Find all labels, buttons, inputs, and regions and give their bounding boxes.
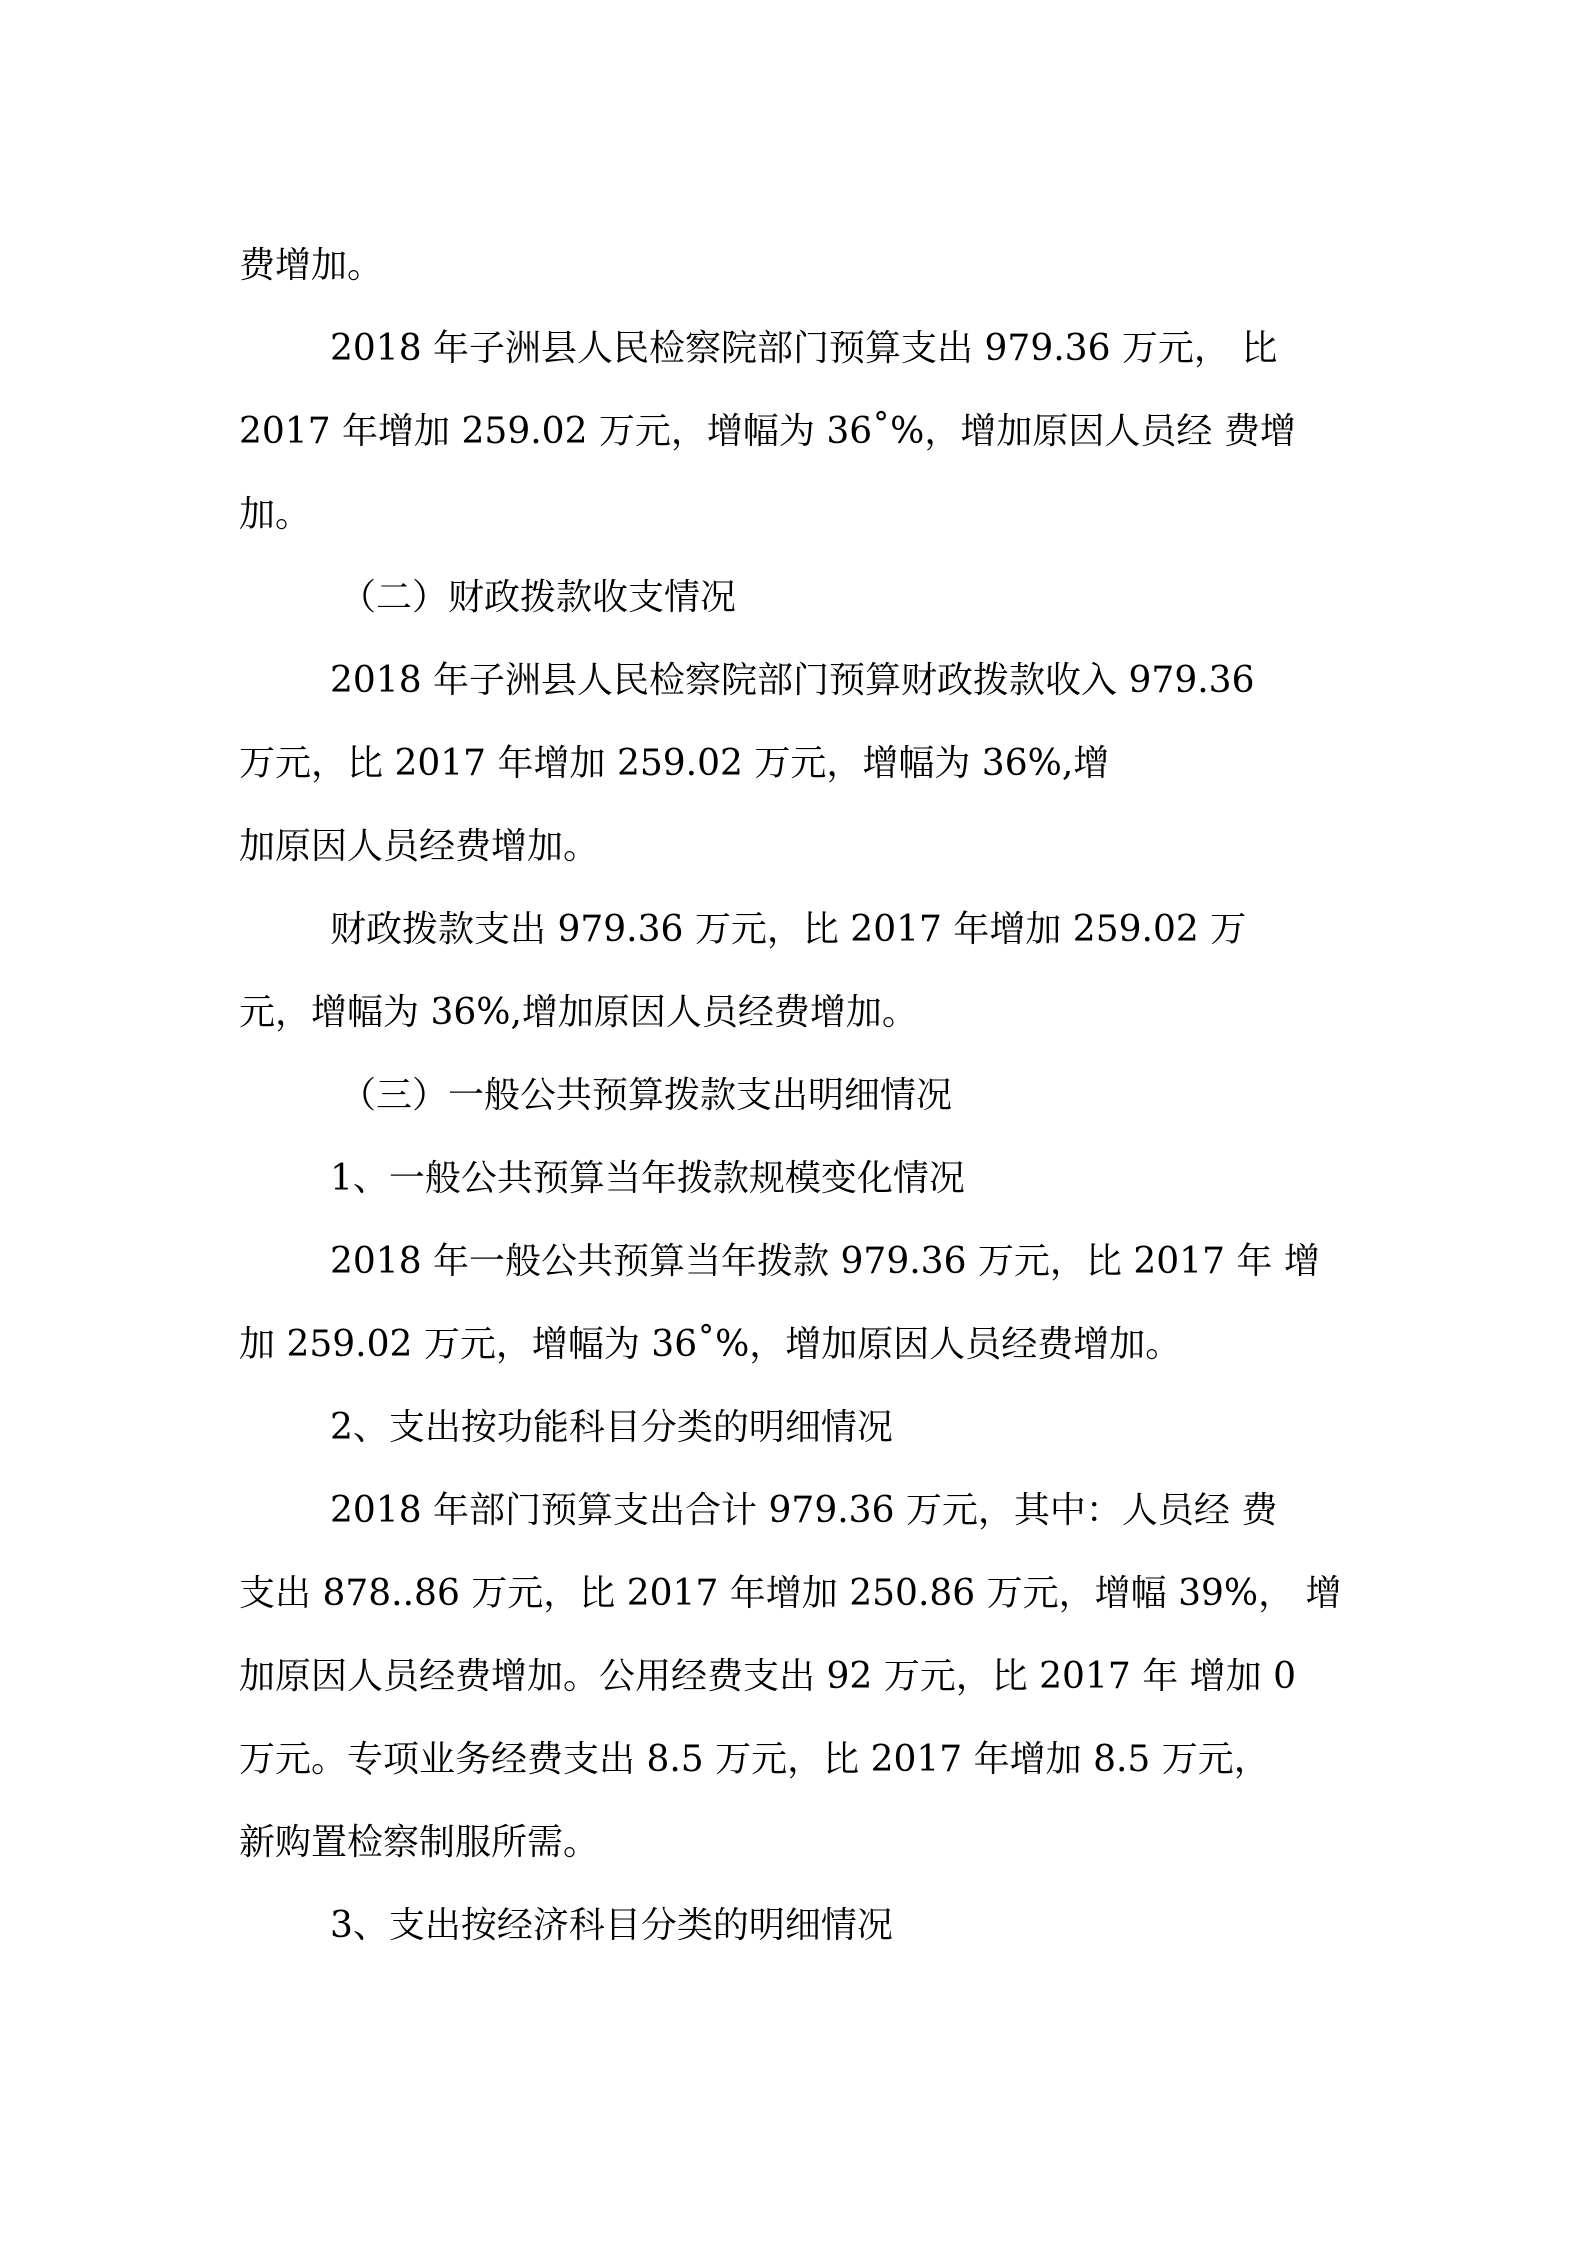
- text-line-16: 2018 年部门预算支出合计 979.36 万元，其中：人员经 费: [330, 1490, 1278, 1531]
- text-line-18: 加原因人员经费增加。公用经费支出 92 万元，比 2017 年 增加 0: [239, 1656, 1296, 1697]
- section-heading-3: （三）一般公共预算拨款支出明细情况: [340, 1075, 953, 1116]
- section-heading-2: （二）财政拨款收支情况: [340, 577, 737, 618]
- subheading-2: 2、支出按功能科目分类的明细情况: [330, 1407, 893, 1448]
- text-line-13: 2018 年一般公共预算当年拨款 979.36 万元，比 2017 年 增: [330, 1241, 1320, 1282]
- text-line-10: 元，增幅为 36%,增加原因人员经费增加。: [239, 992, 918, 1033]
- text-line-17: 支出 878..86 万元，比 2017 年增加 250.86 万元，增幅 39%， 增: [239, 1573, 1342, 1614]
- text-line-1: 费增加。: [239, 245, 384, 286]
- text-line-9: 财政拨款支出 979.36 万元，比 2017 年增加 259.02 万: [330, 909, 1247, 950]
- text-line-19: 万元。专项业务经费支出 8.5 万元，比 2017 年增加 8.5 万元，: [239, 1739, 1270, 1780]
- text-line-8: 加原因人员经费增加。: [239, 826, 600, 867]
- text-line-20: 新购置检察制服所需。: [239, 1822, 600, 1863]
- text-line-3: 2017 年增加 259.02 万元，增幅为 36˚%，增加原因人员经 费增: [239, 411, 1296, 452]
- text-line-14: 加 259.02 万元，增幅为 36˚%，增加原因人员经费增加。: [239, 1324, 1182, 1365]
- text-line-2: 2018 年子洲县人民检察院部门预算支出 979.36 万元， 比: [330, 328, 1278, 369]
- subheading-1: 1、一般公共预算当年拨款规模变化情况: [330, 1158, 965, 1199]
- text-line-4: 加。: [239, 494, 312, 535]
- text-line-6: 2018 年子洲县人民检察院部门预算财政拨款收入 979.36: [330, 660, 1255, 701]
- subheading-3: 3、支出按经济科目分类的明细情况: [330, 1905, 893, 1946]
- text-line-7: 万元，比 2017 年增加 259.02 万元，增幅为 36%,增: [239, 743, 1110, 784]
